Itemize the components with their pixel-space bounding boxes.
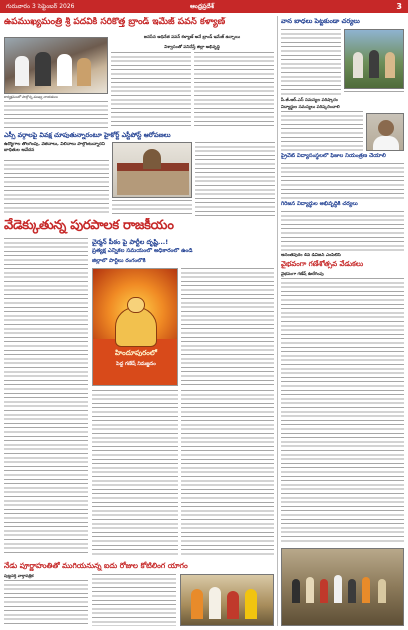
column-divider <box>277 16 278 626</box>
event-poster <box>92 268 178 386</box>
bottom-photo <box>180 574 274 626</box>
bottom-body-col1 <box>4 580 88 626</box>
politics-body-col3-top <box>181 268 274 386</box>
bottom-byline: పుట్టపర్తి వార్తాపత్రిక <box>4 573 34 578</box>
bottom-body-col2 <box>92 574 176 626</box>
page-number: 3 <box>396 2 402 11</box>
politics-headline-2: ప్రత్యక్ష ఎన్నికల సమయంలో అధికారంలో ఉండి <box>92 248 193 254</box>
poster-title: హిందూపురంలో <box>115 349 157 357</box>
right-headline: వాన బాధలు పెట్టకుండా చర్యలు <box>281 17 360 25</box>
right-body-col5 <box>281 211 404 251</box>
procession-photo <box>281 548 404 626</box>
politics-headline-3: జిల్లాలో పార్టీలు రంగంలోకి <box>92 258 146 264</box>
main-body-col1 <box>4 101 108 129</box>
right-subhead-2: విద్యార్థుల సమస్యలు పరిష్కరించాలి <box>281 104 340 109</box>
banner-headline: వేడెక్కుతున్న పురపాలక రాజకీయం <box>4 218 174 233</box>
second-photo <box>112 142 192 198</box>
second-body-col2 <box>112 200 192 216</box>
right-headline-3: గిరిజన విద్యార్థుల అభివృద్ధికి చర్యలు <box>281 201 358 207</box>
main-subhead: జనసేన అధినేత పవన్ కళ్యాణ్ అనే బ్రాండ్ ఇమేజ్ ఉన్నాయి <box>143 34 241 39</box>
politics-body-col1 <box>4 238 88 556</box>
masthead-section: ఆంధ్రప్రదేశ్ <box>190 3 214 10</box>
masthead-date: గురువారం 3 సెప్టెంబర్ 2026 <box>6 3 75 10</box>
main-photo <box>4 37 108 94</box>
right-body-col6 <box>281 278 404 544</box>
masthead <box>0 0 408 13</box>
bottom-headline: నేడు పూర్ణాహుతితో ముగియనున్న ఐదు రోజుల కోటిలింగ యాగం <box>4 561 188 570</box>
main-headline: ఉపముఖ్యమంత్రి శ్రీ పదవికి సరికొత్త బ్రాండ్ ఇమేజ్ పవన్ కళ్యాణ్ <box>4 17 226 27</box>
right-subhead-3: వైభవంగా గణేష్ ఊరేగింపు <box>281 271 324 276</box>
poster-subtitle: పెద్ద గణేష్ నిమజ్జనం <box>116 361 156 367</box>
second-headline: ఎస్సీ వర్గాలపై వివక్ష చూపుతున్నారంటూ హైకోర్ట్ ఎస్టీపోస్ట్ ఆరోపణలు <box>4 131 171 139</box>
main-photo-caption: కార్యక్రమంలో పాల్గొన్న ముఖ్య నాయకులు <box>4 95 58 99</box>
right-body-col2 <box>344 91 404 95</box>
right-headline-2: ప్రైవేట్ విద్యాసంస్థలలో ఫీజుల నియంత్రణ చేయాలి <box>281 153 386 159</box>
right-body-col3 <box>281 111 363 151</box>
main-body-col3 <box>194 52 274 129</box>
second-subhead: ఉద్యోగాల తొలగింపు, వేతనాలు, విలీనాలు పాల్గొంటున్నారని బాధితుల ఆవేదన <box>4 142 105 153</box>
second-body-col3 <box>195 142 275 216</box>
politics-headline-1: చైర్మన్ పీఠం పై పార్టీల దృష్టి...! <box>92 238 169 246</box>
right-kicker: అనంతపురం 4వ డివిజన్ ఎంపీటీసీ <box>281 253 341 258</box>
politics-body-col3 <box>181 390 274 556</box>
right-headline-4: వైభవంగా గణేశోత్సవ వేడుకలు <box>281 260 364 268</box>
main-subhead-2: విశ్వాసంతో పనిచేస్తే జిల్లా అభివృద్ధి <box>164 44 220 49</box>
right-subhead: పీ.జీ.ఆర్.ఎస్ సమస్యల పరిష్కారం <box>281 97 338 102</box>
right-body-col1 <box>281 29 341 95</box>
politics-body-col2 <box>92 390 178 556</box>
right-photo-1 <box>344 29 404 89</box>
second-body-col1 <box>4 160 109 216</box>
portrait-photo <box>366 113 404 151</box>
main-body-col2 <box>111 52 191 129</box>
right-body-col4 <box>281 163 404 199</box>
